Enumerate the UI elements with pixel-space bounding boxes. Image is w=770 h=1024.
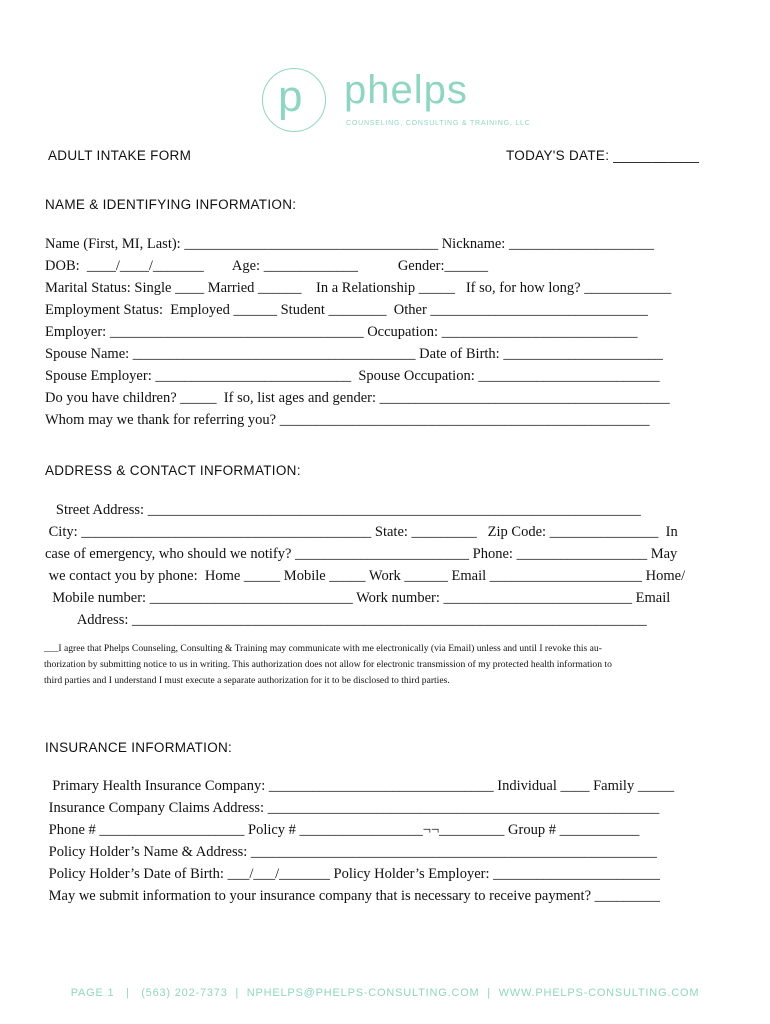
section-heading-address: ADDRESS & CONTACT INFORMATION: <box>45 463 301 478</box>
todays-date-field[interactable]: TODAY'S DATE: ___________ <box>506 148 700 163</box>
consent-text-line-1[interactable]: ___I agree that Phelps Counseling, Consulting & Training may communicate with me electronically (via Email) unless and until I revoke this au- <box>44 643 602 654</box>
street-address-line[interactable]: Street Address: ____________________________________________________________________ <box>45 502 641 518</box>
section-heading-identity: NAME & IDENTIFYING INFORMATION: <box>45 197 297 212</box>
submit-permission-line[interactable]: May we submit information to your insurance company that is necessary to receive payment? _________ <box>45 888 660 904</box>
name-field-line[interactable]: Name (First, MI, Last): ___________________________________ Nickname: ____________________ <box>45 236 654 252</box>
policy-holder-dob-line[interactable]: Policy Holder’s Date of Birth: ___/___/_______ Policy Holder’s Employer: _______________________ <box>45 866 660 882</box>
form-title: ADULT INTAKE FORM <box>48 148 192 163</box>
marital-status-line[interactable]: Marital Status: Single ____ Married ______ In a Relationship _____ If so, for how long? ____________ <box>45 280 672 296</box>
policy-holder-name-line[interactable]: Policy Holder’s Name & Address: ________________________________________________________ <box>45 844 657 860</box>
referral-line[interactable]: Whom may we thank for referring you? ___________________________________________________ <box>45 412 650 428</box>
company-logo <box>262 68 531 138</box>
logo-name: phelps <box>344 68 468 112</box>
city-state-zip-line[interactable]: City: ________________________________________ State: _________ Zip Code: _______________ In <box>45 524 678 540</box>
employment-status-line[interactable]: Employment Status: Employed ______ Student ________ Other ______________________________ <box>45 302 648 318</box>
primary-insurance-line[interactable]: Primary Health Insurance Company: _______________________________ Individual ____ Family _____ <box>45 778 675 794</box>
logo-tagline: COUNSELING, CONSULTING & TRAINING, LLC <box>346 120 531 127</box>
children-line[interactable]: Do you have children? _____ If so, list ages and gender: ________________________________________ <box>45 390 670 406</box>
spouse-name-line[interactable]: Spouse Name: _______________________________________ Date of Birth: ______________________ <box>45 346 663 362</box>
employer-line[interactable]: Employer: ___________________________________ Occupation: ___________________________ <box>45 324 638 340</box>
email-address-line[interactable]: Address: _______________________________________________________________________ <box>45 612 647 628</box>
phone-policy-group-line[interactable]: Phone # ____________________ Policy # _________________¬¬_________ Group # ___________ <box>45 822 640 838</box>
section-heading-insurance: INSURANCE INFORMATION: <box>45 740 233 755</box>
dob-field-line[interactable]: DOB: ____/____/_______ Age: _____________ Gender:______ <box>45 258 489 274</box>
consent-text-line-3: third parties and I understand I must execute a separate authorization for it to be disclosed to third parties. <box>44 675 450 686</box>
spouse-employer-line[interactable]: Spouse Employer: ___________________________ Spouse Occupation: _________________________ <box>45 368 660 384</box>
emergency-contact-line[interactable]: case of emergency, who should we notify? ________________________ Phone: __________________ May <box>45 546 678 562</box>
logo-letter: p <box>278 72 303 121</box>
consent-text-line-2: thorization by submitting notice to us in writing. This authorization does not allow for electronic transmission of my protected health information to <box>44 659 612 670</box>
contact-by-phone-line[interactable]: we contact you by phone: Home _____ Mobile _____ Work ______ Email _____________________ Home/ <box>45 568 686 584</box>
page-footer: PAGE 1 | (563) 202-7373 | NPHELPS@PHELPS-CONSULTING.COM | WWW.PHELPS-CONSULTING.COM <box>70 987 700 999</box>
mobile-work-number-line[interactable]: Mobile number: ____________________________ Work number: __________________________ Email <box>45 590 671 606</box>
claims-address-line[interactable]: Insurance Company Claims Address: ______________________________________________________ <box>45 800 660 816</box>
